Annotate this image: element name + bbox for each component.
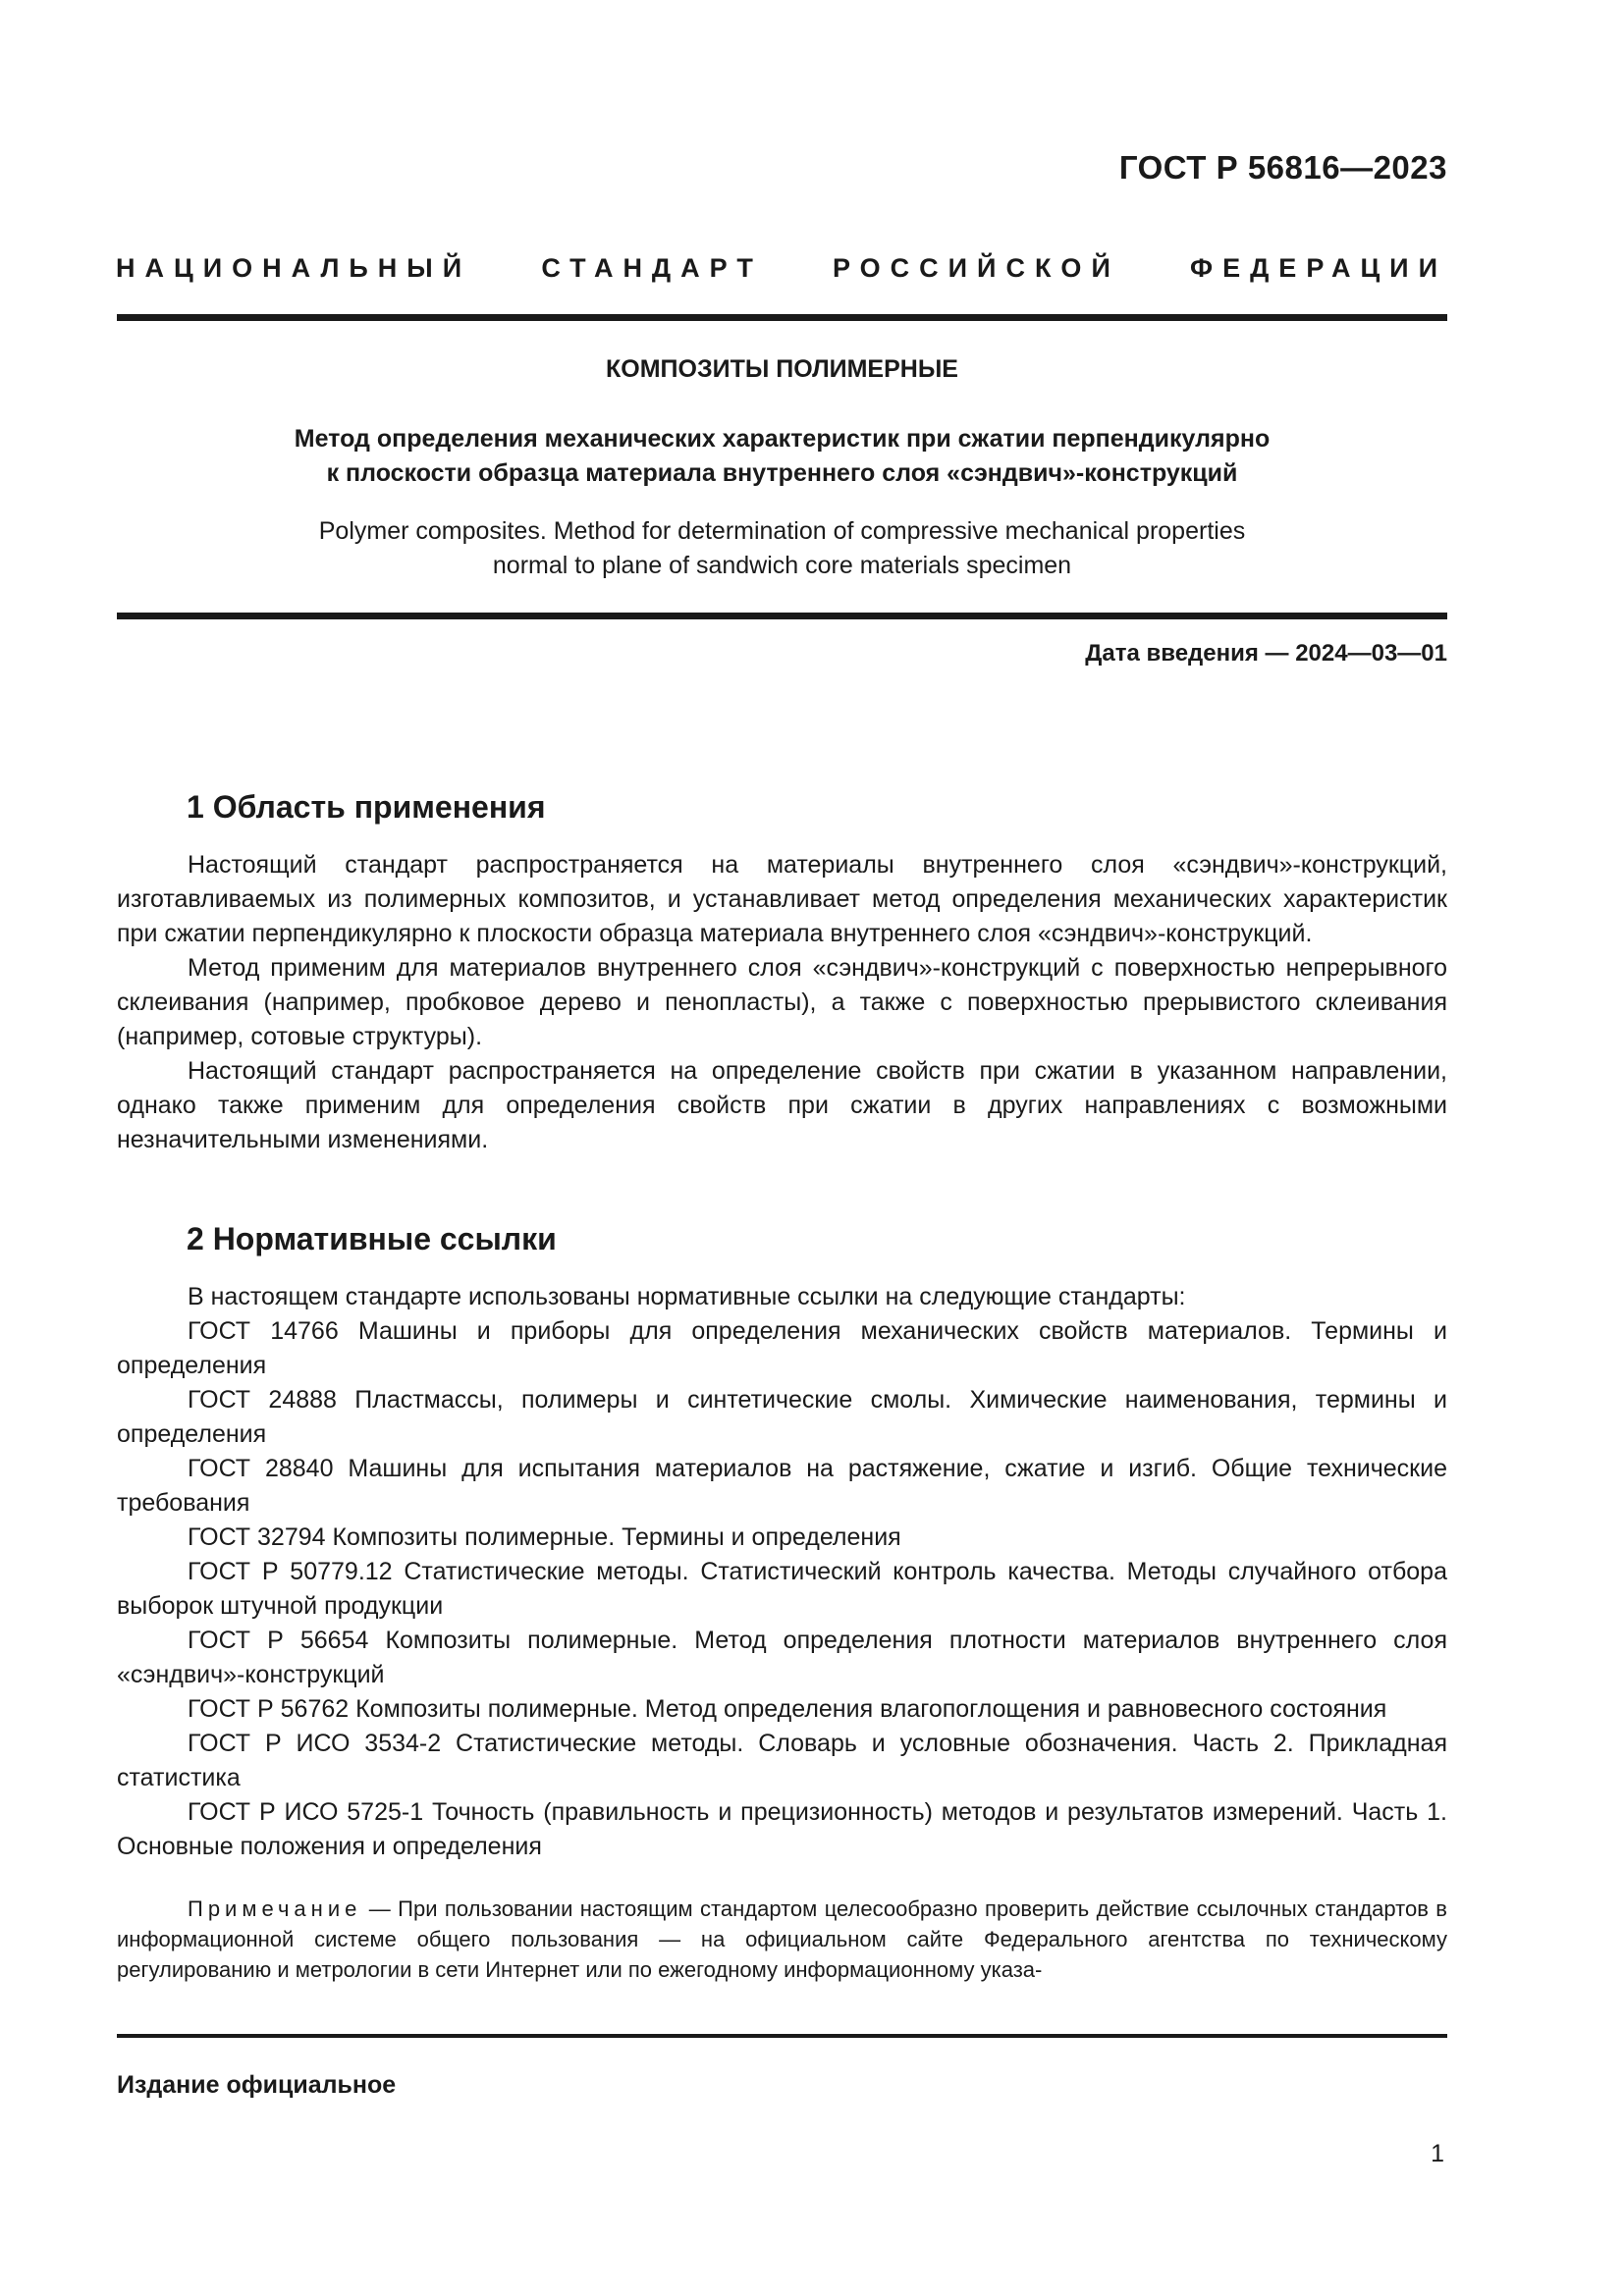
section-1-paragraph: Настоящий стандарт распространяется на определение свойств при сжатии в указанном направлении, однако также применим для определения свойств при сжатии в других направлениях с возможными незначительными изменениями. bbox=[117, 1057, 1447, 1153]
reference-item: ГОСТ 28840 Машины для испытания материалов на растяжение, сжатие и изгиб. Общие технические требования bbox=[117, 1455, 1447, 1517]
reference-item: ГОСТ Р 50779.12 Статистические методы. Статистический контроль качества. Методы случайного отбора выборок штучной продукции bbox=[117, 1558, 1447, 1620]
top-divider bbox=[117, 314, 1447, 321]
document-code: ГОСТ Р 56816—2023 bbox=[1118, 149, 1447, 186]
section-2-body bbox=[117, 1280, 1447, 1864]
section-2-intro: В настоящем стандарте использованы нормативные ссылки на следующие стандарты: bbox=[188, 1283, 1186, 1310]
section-2-heading: 2 Нормативные ссылки bbox=[187, 1221, 557, 1256]
title-divider bbox=[117, 613, 1447, 619]
standard-title: КОМПОЗИТЫ ПОЛИМЕРНЫЕ bbox=[606, 355, 958, 383]
standard-subtitle-ru bbox=[117, 422, 1447, 491]
subtitle-en-line-2: normal to plane of sandwich core materials specimen bbox=[492, 552, 1072, 579]
reference-item: ГОСТ 24888 Пластмассы, полимеры и синтетические смолы. Химические наименования, термины и определения bbox=[117, 1386, 1447, 1448]
subtitle-ru-line-1: Метод определения механических характеристик при сжатии перпендикулярно bbox=[294, 425, 1271, 453]
section-1-heading: 1 Область применения bbox=[187, 789, 546, 825]
official-edition-label: Издание официальное bbox=[117, 2071, 397, 2099]
reference-item: ГОСТ 14766 Машины и приборы для определения механических свойств материалов. Термины и определения bbox=[117, 1317, 1447, 1379]
reference-item: ГОСТ Р ИСО 5725-1 Точность (правильность и прецизионность) методов и результатов измерений. Часть 1. Основные положения и определения bbox=[117, 1798, 1447, 1860]
subtitle-en-line-1: Polymer composites. Method for determination of compressive mechanical properties bbox=[318, 517, 1246, 545]
national-standard-banner: НАЦИОНАЛЬНЫЙ СТАНДАРТ РОССИЙСКОЙ ФЕДЕРАЦИИ bbox=[116, 253, 1447, 283]
reference-item: ГОСТ Р 56654 Композиты полимерные. Метод определения плотности материалов внутреннего слоя «сэндвич»-конструкций bbox=[117, 1627, 1447, 1688]
standard-subtitle-en bbox=[117, 514, 1447, 583]
section-1-body bbox=[117, 848, 1447, 1157]
page-number: 1 bbox=[1431, 2140, 1444, 2167]
note-block bbox=[117, 1894, 1447, 1985]
reference-item: ГОСТ Р ИСО 3534-2 Статистические методы. Словарь и условные обозначения. Часть 2. Прикладная статистика bbox=[117, 1730, 1447, 1791]
reference-item: ГОСТ 32794 Композиты полимерные. Термины и определения bbox=[188, 1523, 901, 1551]
section-1-paragraph: Настоящий стандарт распространяется на материалы внутреннего слоя «сэндвич»-конструкций, изготавливаемых из полимерных композитов, и устанавливает метод определения механических характеристик при сжатии перпендикулярно к плоскости образца материала внутреннего слоя «сэндвич»-конструкций. bbox=[117, 851, 1447, 947]
reference-item: ГОСТ Р 56762 Композиты полимерные. Метод определения влагопоглощения и равновесного состояния bbox=[188, 1695, 1387, 1723]
footer-divider bbox=[117, 2034, 1447, 2038]
section-1-paragraph: Метод применим для материалов внутреннего слоя «сэндвич»-конструкций с поверхностью непрерывного склеивания (например, пробковое дерево и пенопласты), а также с поверхностью прерывистого склеивания (например, сотовые структуры). bbox=[117, 954, 1447, 1050]
note-label: Примечание bbox=[188, 1896, 362, 1921]
note-text: — При пользовании настоящим стандартом целесообразно проверить действие ссылочных стандартов в информационной системе общего пользования — на официальном сайте Федерального агентства по техническому регулированию и метрологии в сети Интернет или по ежегодному информационному указа- bbox=[117, 1896, 1447, 1982]
introduction-date: Дата введения — 2024—03—01 bbox=[1085, 640, 1447, 667]
subtitle-ru-line-2: к плоскости образца материала внутреннего слоя «сэндвич»-конструкций bbox=[326, 459, 1238, 487]
